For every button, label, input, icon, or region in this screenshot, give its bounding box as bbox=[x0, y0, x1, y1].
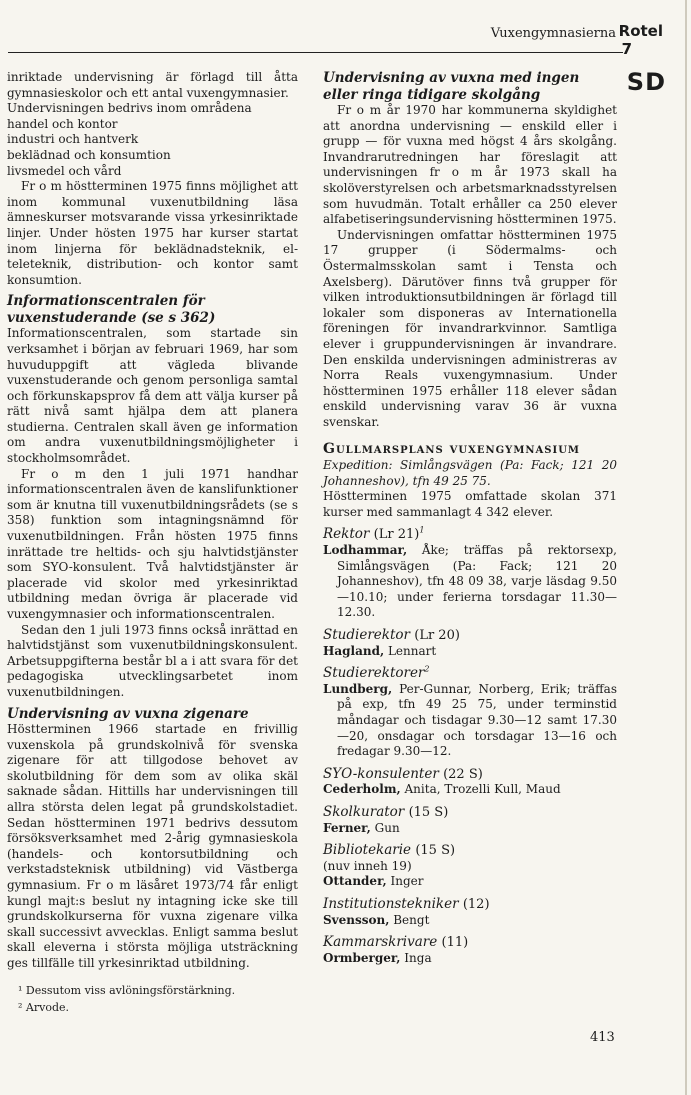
right-column bbox=[323, 70, 617, 966]
staff-role-title: Studierektor bbox=[323, 627, 410, 643]
footnote-2: ² Arvode. bbox=[18, 1001, 69, 1014]
staff-person bbox=[323, 821, 617, 837]
staff-name: Ormberger, bbox=[323, 950, 401, 965]
staff-name: Svensson, bbox=[323, 912, 390, 927]
staff-person bbox=[323, 913, 617, 929]
staff-details: Inger bbox=[386, 874, 424, 889]
staff-details: Gun bbox=[370, 820, 400, 835]
staff-role-title: Bibliotekarie bbox=[323, 842, 412, 859]
staff-list bbox=[323, 527, 617, 966]
staff-person bbox=[323, 644, 617, 660]
intro-line-6: livsmedel och vård bbox=[7, 163, 122, 178]
staff-name: Ottander, bbox=[323, 874, 387, 889]
section-title-gullmarsplan: Gullmarsplans vuxengymnasium bbox=[323, 441, 580, 458]
staff-role-level: (15 S) bbox=[415, 843, 456, 859]
department-badge: SD bbox=[626, 68, 666, 96]
intro-line-4: industri och hantverk bbox=[7, 132, 139, 147]
staff-details: Lennart bbox=[384, 643, 437, 658]
right-paragraph-2: Undervisningen omfattar höstterminen 1975 17 grupper (i Södermalms- och Östermalmsskolan samt i Tensta och Axelsberg). Därutöver finns två grupper för vilken introduktionsutbildningen är förlagd till lokaler som disponeras av Internationella föreningen för invandrarkvinnor. Samtliga elever i gruppundervisningen är invandrare. Den enskilda undervisningen administreras av Norra Reals vuxengymnasium. Under höstterminen 1975 erhåller 118 elever sådan enskild undervisning varav 36 är vuxna svenskar. bbox=[323, 227, 617, 429]
staff-person bbox=[323, 543, 617, 621]
staff-role bbox=[323, 666, 617, 682]
staff-role-title: Studierektorer bbox=[323, 665, 425, 682]
staff-role-level: (Lr 21) bbox=[373, 527, 420, 543]
running-header-title: Vuxengymnasierna bbox=[490, 26, 616, 41]
staff-name: Cederholm, bbox=[323, 782, 401, 797]
staff-details: Inga bbox=[400, 950, 432, 965]
intro-line-1: inriktade undervisning är förlagd till åtta gymnasieskolor och ett antal vuxengymnasier. bbox=[7, 70, 298, 100]
staff-person bbox=[323, 874, 617, 890]
staff-role-title: Kammarskrivare bbox=[323, 934, 438, 951]
staff-role-title: Skolkurator bbox=[323, 803, 405, 820]
intro-line-5: beklädnad och konsumtion bbox=[7, 147, 171, 162]
rotel-label: Rotel bbox=[618, 22, 663, 40]
footnotes bbox=[18, 982, 235, 1016]
staff-name: (nuv inneh 19) bbox=[323, 858, 412, 873]
staff-role-level: (15 S) bbox=[408, 804, 449, 820]
staff-name: Lundberg, bbox=[323, 681, 393, 696]
heading-ringa-skolgang: Undervisning av vuxna med ingen eller ringa tidigare skolgång bbox=[323, 70, 580, 103]
page-edge bbox=[685, 0, 687, 1095]
info-paragraph-1: Informationscentralen, som startade sin verksamhet i början av februari 1969, har som huvuduppgift att vägleda blivande vuxenstuderande och genom personliga samtal och förkunskapsprov få dem att välja kurser på rätt nivå samt hjälpa dem att planera studierna. Centralen skall även ge information om andra vuxenutbildningsmöjligheter i stockholmsområdet. bbox=[7, 326, 298, 466]
info-paragraph-3: Sedan den 1 juli 1973 finns också inrättad en halvtidstjänst som vuxenutbildningskonsulent. Arbetsuppgifterna består bl a i att svara för det pedagogiska utvecklingsarbetet inom vuxenutbildningen. bbox=[7, 622, 298, 699]
staff-role bbox=[323, 527, 617, 543]
staff-person bbox=[323, 782, 617, 798]
footnote-marker: 2 bbox=[424, 664, 430, 674]
staff-details: Anita, Trozelli Kull, Maud bbox=[400, 782, 561, 797]
heading-zigenare: Undervisning av vuxna zigenare bbox=[7, 705, 249, 722]
staff-role bbox=[323, 897, 617, 913]
summary-line: Höstterminen 1975 omfattade skolan 371 kurser med sammanlagt 4 342 elever. bbox=[323, 489, 617, 519]
staff-role bbox=[323, 628, 617, 644]
staff-name: Lodhammar, bbox=[323, 543, 408, 558]
staff-role-level: (22 S) bbox=[443, 766, 483, 782]
staff-role-level: (Lr 20) bbox=[414, 628, 460, 643]
intro-paragraph-2: Fr o m höstterminen 1975 finns möjlighet att inom kommunal vuxenutbildning läsa ämneskurser motsvarande vissa yrkesinriktade linjer. Under hösten 1975 har kurser startat inom linjerna för beklädnadsteknik, el-teleteknik, distribution- och kontor samt konsumtion. bbox=[7, 179, 298, 287]
heading-informationscentralen: Informationscentralen för vuxenstuderande (se s 362) bbox=[7, 293, 216, 326]
intro-line-3: handel och kontor bbox=[7, 116, 118, 131]
staff-role bbox=[323, 935, 617, 951]
staff-role-level: (12) bbox=[462, 896, 490, 912]
footnote-1: ¹ Dessutom viss avlöningsförstärkning. bbox=[18, 984, 236, 997]
info-paragraph-2: Fr o m den 1 juli 1971 handhar informationscentralen även de kanslifunktioner som är knutna till vuxenutbildningsrådets (se s 358) funktion som intagningsnämnd för vuxenutbildningen. Från hösten 1975 finns inrättade tre heltids- och sju halvtidstjänster som SYO-konsulent. Två halvtidstjänster är placerade vid skolor med yrkesinriktad utbildning medan övriga är placerade vid vuxengymnasier och informationscentralen. bbox=[7, 466, 298, 621]
staff-person bbox=[323, 682, 617, 760]
footnote-marker: 1 bbox=[419, 525, 425, 535]
staff-role bbox=[323, 767, 617, 783]
staff-role-title: SYO-konsulenter bbox=[323, 765, 439, 782]
staff-role bbox=[323, 843, 617, 859]
expedition-line: Expedition: Simlångsvägen (Pa: Fack; 121 20 Johanneshov), tfn 49 25 75. bbox=[323, 458, 617, 488]
page-number: 413 bbox=[590, 1030, 615, 1045]
left-column bbox=[7, 70, 298, 972]
header-rule bbox=[8, 52, 623, 53]
right-paragraph-1: Fr o m år 1970 har kommunerna skyldighet att anordna undervisning — enskild eller i grupp — för vuxna med högst 4 års skolgång. Invandrarutredningen har föreslagit att undervisningen fr o m år 1973 skall ha skolöverstyrelsen och arbetsmarknadsstyrelsen som huvudmän. Totalt erhåller ca 250 elever alfabetiseringsundervisning höstterminen 1975. bbox=[323, 103, 617, 227]
staff-name: Ferner, bbox=[323, 820, 371, 835]
staff-person bbox=[323, 951, 617, 967]
staff-details: Åke; träffas på rektorsexp, Simlångsvägen (Pa: Fack; 121 20 Johanneshov), tfn 48 09 38, varje läsdag 9.50—10.10; under ferierna torsdagar 11.30—12.30. bbox=[337, 543, 617, 620]
rotel-number: 7 bbox=[621, 40, 632, 58]
staff-role-title: Institutionstekniker bbox=[323, 895, 459, 912]
staff-name: Hagland, bbox=[323, 643, 385, 658]
staff-role bbox=[323, 805, 617, 821]
staff-role-level: (11) bbox=[441, 935, 469, 951]
staff-person bbox=[323, 859, 617, 875]
staff-details: Bengt bbox=[389, 912, 430, 927]
zigenare-paragraph: Höstterminen 1966 startade en frivillig vuxenskola på grundskolnivå för svenska zigenare för att tillgodose behovet av skolutbildning för dem som av olika skäl saknade sådan. Hittills har undervisningen till allra största delen legat på grundskolstadiet. Sedan höstterminen 1971 bedrivs dessutom försöksverksamhet med 2-årig gymnasieskola (handels- och kontorsutbildning och verkstadsteknisk utbildning) vid Västberga gymnasium. Fr o m läsåret 1973/74 får enligt kungl majt:s beslut ny intagning icke ske till grundskolkurserna för vuxna zigenare vilka skall successivt avvecklas. Enligt samma beslut skall eleverna i största möjliga utsträckning ges tillfälle till yrkesinriktad utbildning. bbox=[7, 722, 298, 970]
staff-role-title: Rektor bbox=[323, 526, 370, 543]
staff-details: Per-Gunnar, Norberg, Erik; träffas på exp, tfn 49 25 75, under terminstid måndagar och tisdagar 9.30—12 samt 17.30—20, onsdagar och torsdagar 13—16 och fredagar 9.30—12. bbox=[337, 681, 617, 759]
intro-line-2: Undervisningen bedrivs inom områdena bbox=[7, 101, 252, 116]
